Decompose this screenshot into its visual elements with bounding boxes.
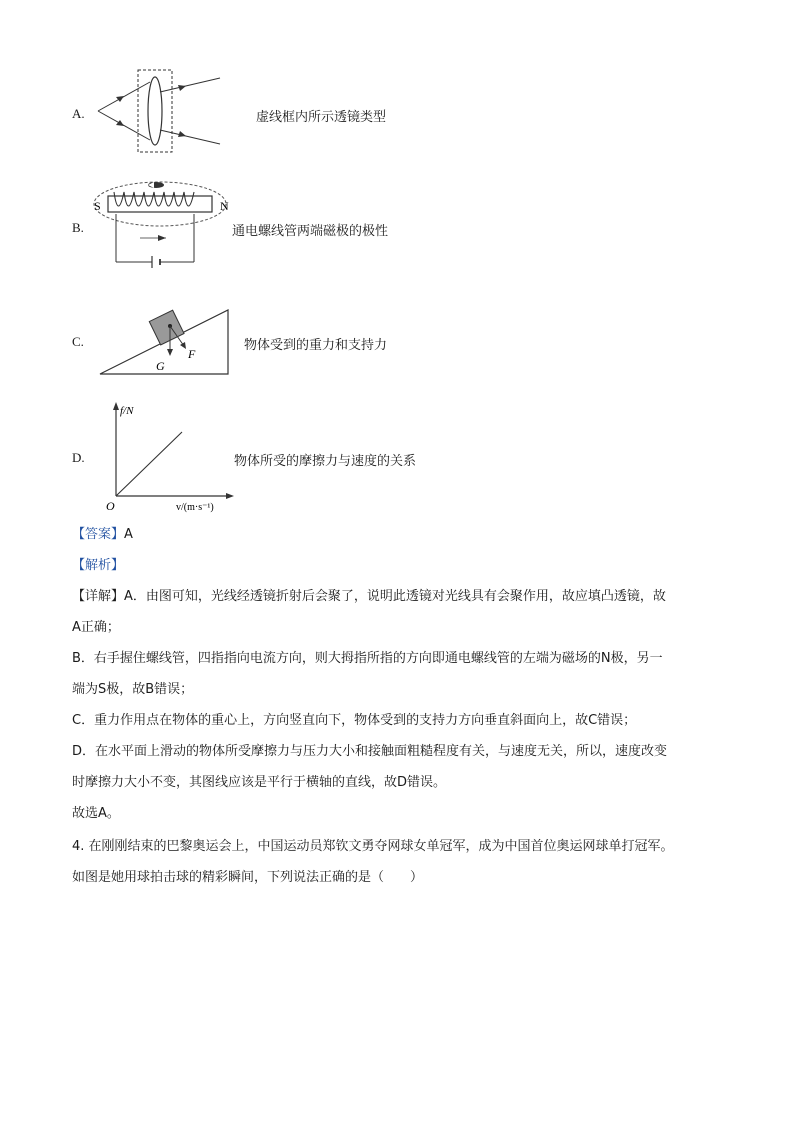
option-a-text: 虚线框内所示透镜类型 — [256, 110, 387, 125]
question-4-line-1: 4. 在刚刚结束的巴黎奥运会上，中国运动员郑钦文勇夺网球女单冠军，成为中国首位奥运网球单打冠军。 — [72, 839, 674, 854]
analysis-line — [72, 556, 124, 576]
origin-label: O — [106, 499, 115, 513]
north-pole-label: N — [220, 199, 229, 213]
option-d-text: 物体所受的摩擦力与速度的关系 — [234, 454, 417, 469]
detail-line-2: A正确； — [72, 620, 120, 635]
option-a-letter: A. — [72, 106, 85, 121]
detail-conclusion: 故选A。 — [72, 806, 120, 821]
option-c-letter: C. — [72, 334, 84, 349]
detail-text-1: A．由图可知，光线经透镜折射后会聚了，说明此透镜对光线具有会聚作用，故应填凸透镜，故 — [124, 589, 666, 604]
detail-line-4: 端为S极，故B错误； — [72, 682, 194, 697]
detail-line-1 — [72, 587, 666, 607]
option-b-text-visible: 通电螺线管两端磁极的极性 — [232, 224, 389, 239]
detail-line-6: D．在水平面上滑动的物体所受摩擦力与压力大小和接触面粗糙程度有关，与速度无关，所以，速度改变 — [72, 744, 668, 759]
option-c-text: 物体受到的重力和支持力 — [244, 338, 388, 353]
analysis-tag: 【解析】 — [72, 558, 125, 573]
incline-force-diagram — [96, 300, 236, 380]
option-d-letter: D. — [72, 450, 85, 465]
lens-diagram — [90, 66, 240, 156]
x-axis-label: v/(m·s⁻¹) — [176, 502, 214, 513]
friction-velocity-graph — [100, 398, 240, 514]
detail-line-5: C．重力作用点在物体的重心上，方向竖直向下，物体受到的支持力方向垂直斜面向上，故C错误； — [72, 713, 637, 728]
gravity-label: G — [156, 359, 165, 373]
detail-line-3: B．右手握住螺线管，四指指向电流方向，则大拇指所指的方向即通电螺线管的左端为磁场的N极，另一 — [72, 651, 663, 666]
force-f-label: F — [188, 347, 196, 361]
answer-line — [72, 525, 133, 545]
option-b-letter: B. — [72, 220, 84, 235]
answer-value: A — [124, 527, 133, 542]
answer-tag: 【答案】 — [72, 527, 125, 542]
detail-tag: 【详解】 — [72, 589, 125, 604]
question-4-line-2: 如图是她用球拍击球的精彩瞬间，下列说法正确的是（ ） — [72, 870, 424, 885]
y-axis-label: f/N — [120, 405, 134, 417]
detail-line-7: 时摩擦力大小不变，其图线应该是平行于横轴的直线，故D错误。 — [72, 775, 447, 790]
solenoid-diagram — [90, 176, 240, 272]
south-pole-label: S — [94, 199, 101, 213]
